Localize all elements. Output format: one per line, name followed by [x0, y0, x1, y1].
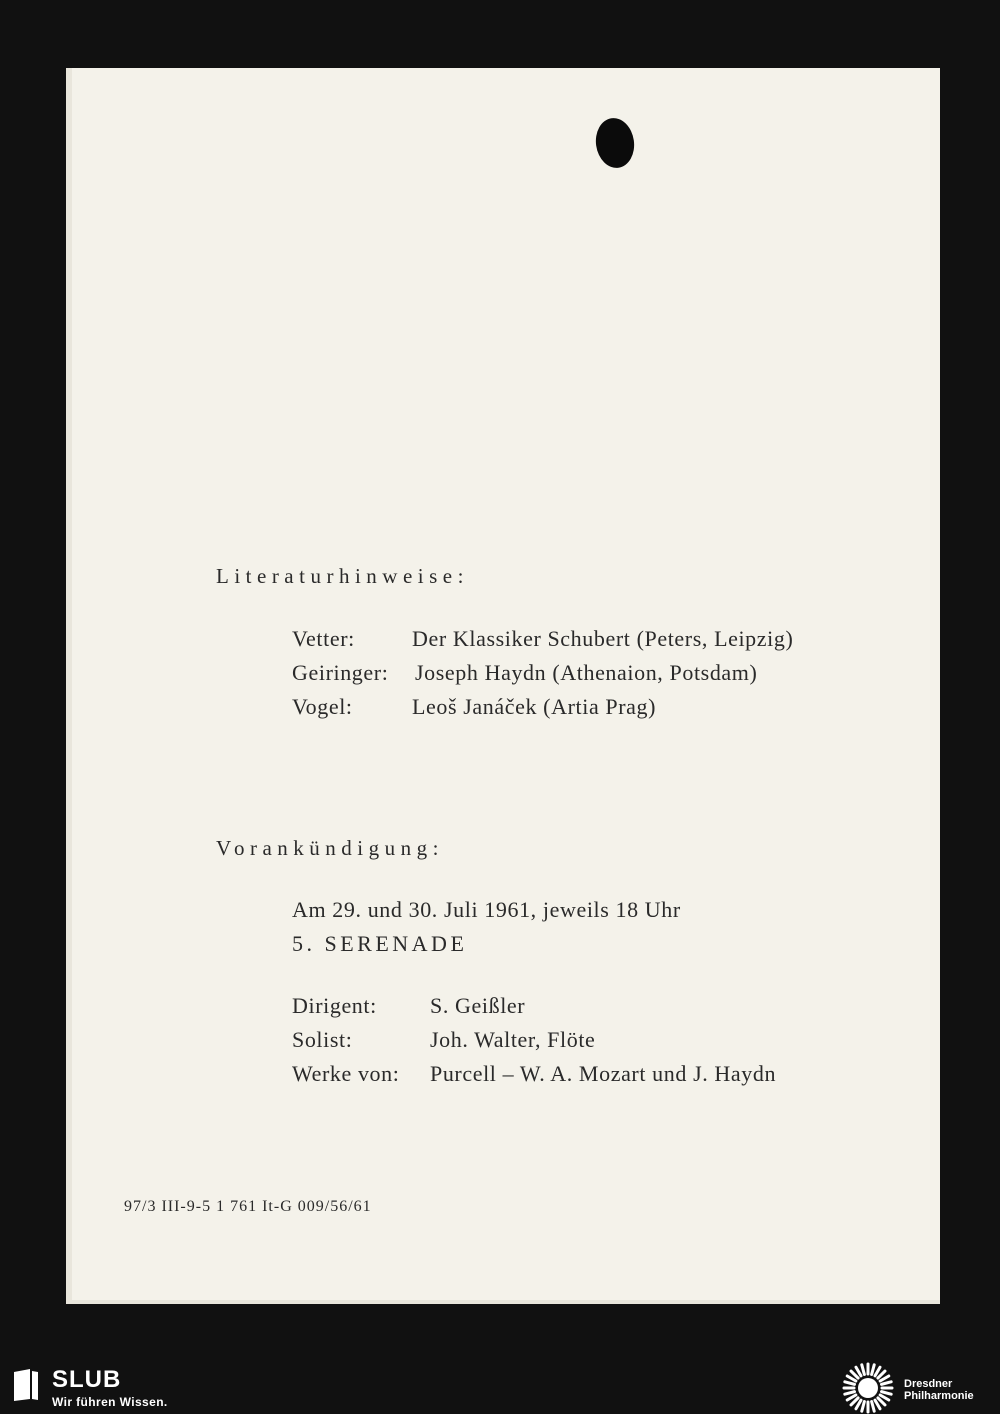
literature-author: Vogel:: [292, 694, 353, 719]
literature-title: Der Klassiker Schubert (Peters, Leipzig): [412, 626, 794, 651]
philharmonie-name: [904, 1378, 974, 1402]
print-code: 97/3 III-9-5 1 761 It-G 009/56/61: [124, 1198, 372, 1215]
book-icon: [12, 1368, 40, 1402]
detail-label: Solist:: [292, 1027, 353, 1052]
literature-author: Vetter:: [292, 626, 355, 651]
program-page: [72, 68, 940, 1300]
literature-title: Leoš Janáček (Artia Prag): [412, 694, 657, 719]
footer-bar: [0, 1360, 1000, 1412]
detail-label: Dirigent:: [292, 993, 377, 1018]
detail-value: S. Geißler: [430, 993, 526, 1018]
event-title: 5. SERENADE: [292, 931, 468, 956]
announcement-date: Am 29. und 30. Juli 1961, jeweils 18 Uhr: [292, 897, 681, 922]
literature-title: Joseph Haydn (Athenaion, Potsdam): [415, 660, 758, 685]
detail-value: Joh. Walter, Flöte: [430, 1027, 596, 1052]
philharmonie-line1: Dresdner: [904, 1378, 953, 1390]
literature-heading: Literaturhinweise:: [216, 564, 469, 588]
announcement-heading: Vorankündigung:: [216, 836, 444, 860]
literature-author: Geiringer:: [292, 660, 389, 685]
slub-name: SLUB: [52, 1366, 122, 1393]
philharmonie-line2: Philharmonie: [904, 1390, 974, 1402]
detail-value: Purcell – W. A. Mozart und J. Haydn: [430, 1061, 777, 1086]
slub-slogan: Wir führen Wissen.: [52, 1395, 168, 1409]
detail-label: Werke von:: [292, 1061, 400, 1086]
punch-hole: [593, 116, 638, 171]
sunburst-logo-icon: [842, 1362, 894, 1414]
